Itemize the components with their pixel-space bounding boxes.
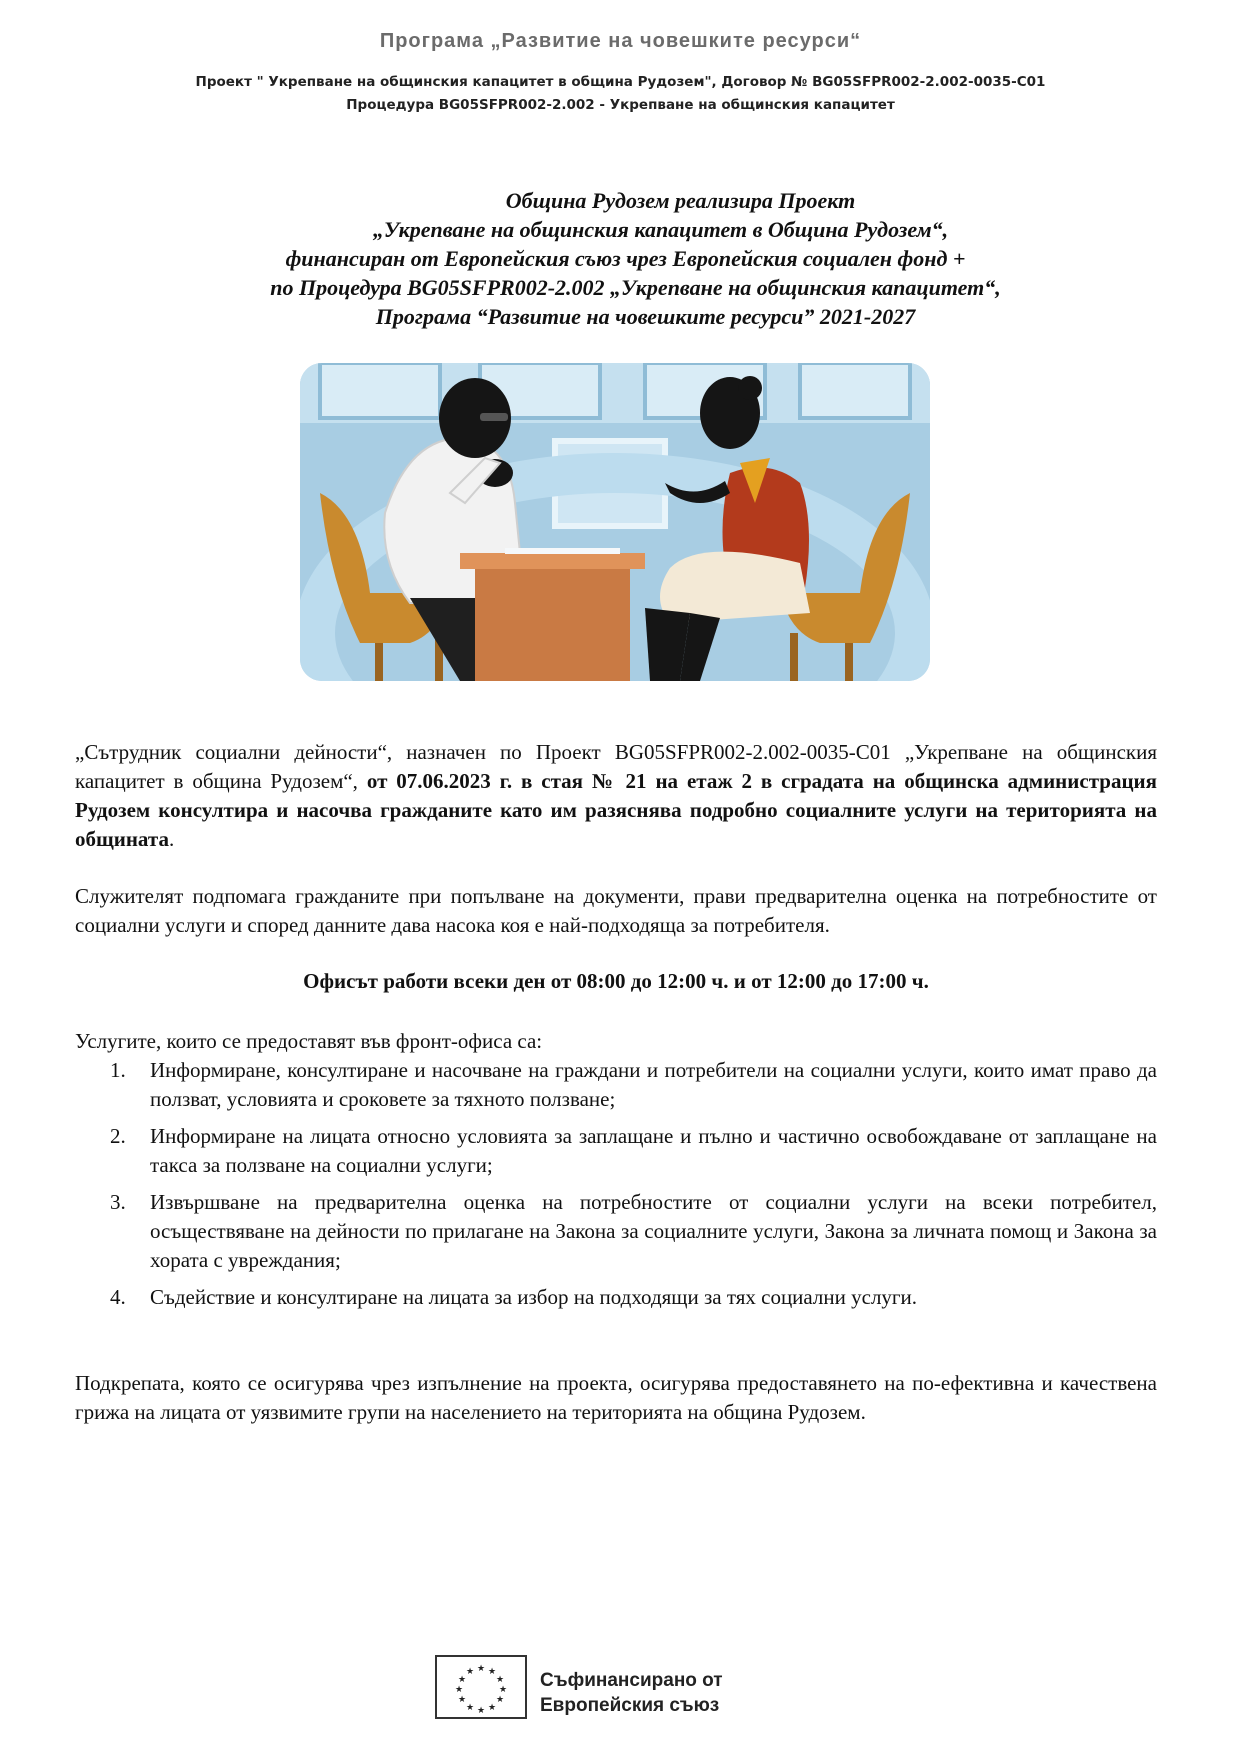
procedure-line: Процедура BG05SFPR002-2.002 - Укрепване на общинския капацитет (346, 97, 895, 113)
list-item (75, 1122, 1157, 1180)
list-item-text: Информиране на лицата относно условията за заплащане и пълно и частично освобождаване от заплащане на такса за ползване на социални услуги; (150, 1124, 1157, 1177)
services-list (75, 1056, 1157, 1320)
title-line-3: финансиран от Европейския съюз чрез Европейския социален фонд + (285, 246, 966, 271)
paragraph-consultant-end: . (168, 827, 175, 851)
svg-text:★: ★ (498, 1685, 508, 1695)
eu-flag-icon (435, 1655, 527, 1719)
list-item (75, 1056, 1157, 1114)
paragraph-consultant-bold: от 07.06.2023 г. в стая № 21 на етаж 2 в сградата на общинска администрация Рудозем консултира и насочва гражданите като им разяснява подробно социалните услуги на територията на общината (75, 769, 1158, 851)
title-line-2: „Укрепване на общинския капацитет в Община Рудозем“, (372, 217, 949, 242)
list-item-number: 3. (110, 1190, 126, 1214)
services-intro: Услугите, които се предоставят във фронт-офиса са: (75, 1029, 543, 1053)
list-item-number: 2. (110, 1124, 126, 1148)
svg-text:★: ★ (457, 1675, 467, 1685)
svg-text:★: ★ (465, 1667, 475, 1677)
program-title: Програма „Развитие на човешките ресурси“ (379, 30, 862, 52)
cofunded-line-1: Съфинансирано от (540, 1670, 723, 1691)
paragraph-consultant-info (75, 738, 1157, 854)
list-item (75, 1283, 1157, 1312)
title-line-4: по Процедура BG05SFPR002-2.002 „Укрепване на общинския капацитет“, (270, 275, 1001, 300)
list-item-text: Извършване на предварителна оценка на потребностите от социални услуги на всеки потребител, осъществяване на дейности по прилагане на Закона за социалните услуги, Закона за личната помощ и Закона за хората с увреждания; (150, 1190, 1157, 1272)
paragraph-consultant-intro: „Сътрудник социални дейности“, назначен по Проект BG05SFPR002-2.002-0035-C01 „Укрепване на общинския капацитет в община Рудозем“, (75, 740, 1157, 793)
title-line-5: Програма “Развитие на човешките ресурси” 2021-2027 (375, 304, 916, 329)
svg-text:★: ★ (454, 1685, 464, 1695)
svg-text:★: ★ (487, 1703, 497, 1713)
svg-text:★: ★ (457, 1695, 467, 1705)
list-item-text: Информиране, консултиране и насочване на граждани и потребители на социални услуги, които имат право да ползват, условията и сроковете за тяхното ползване; (150, 1058, 1157, 1111)
paragraph-employee-duties: Служителят подпомага гражданите при попълване на документи, прави предварителна оценка на потребностите от социални услуги и според данните дава насока коя е най-подходяща за потребителя. (75, 884, 1157, 937)
list-item (75, 1188, 1157, 1275)
svg-text:★: ★ (465, 1703, 475, 1713)
announcement-title (0, 186, 1241, 331)
cofunded-label (540, 1668, 723, 1718)
cofunded-line-2: Европейския съюз (540, 1695, 720, 1716)
consultation-illustration (300, 363, 930, 681)
svg-text:★: ★ (476, 1664, 486, 1674)
list-item-number: 1. (110, 1058, 126, 1082)
list-item-text: Съдействие и консултиране на лицата за избор на подходящи за тях социални услуги. (150, 1285, 918, 1309)
office-hours: Офисът работи всеки ден от 08:00 до 12:00 ч. и от 12:00 до 17:00 ч. (303, 969, 929, 993)
project-contract-line: Проект " Укрепване на общинския капацитет в община Рудозем", Договор № BG05SFPR002-2.002-0035-C01 (195, 74, 1046, 90)
title-line-1: Община Рудозем реализира Проект (505, 188, 856, 213)
svg-text:★: ★ (476, 1706, 486, 1716)
svg-text:★: ★ (495, 1675, 505, 1685)
list-item-number: 4. (110, 1285, 126, 1309)
paragraph-support-summary: Подкрепата, която се осигурява чрез изпълнение на проекта, осигурява предоставянето на по-ефективна и качествена грижа на лицата от уязвимите групи на населението на територията на община Рудозем. (75, 1371, 1157, 1424)
svg-text:★: ★ (495, 1695, 505, 1705)
svg-text:★: ★ (487, 1667, 497, 1677)
